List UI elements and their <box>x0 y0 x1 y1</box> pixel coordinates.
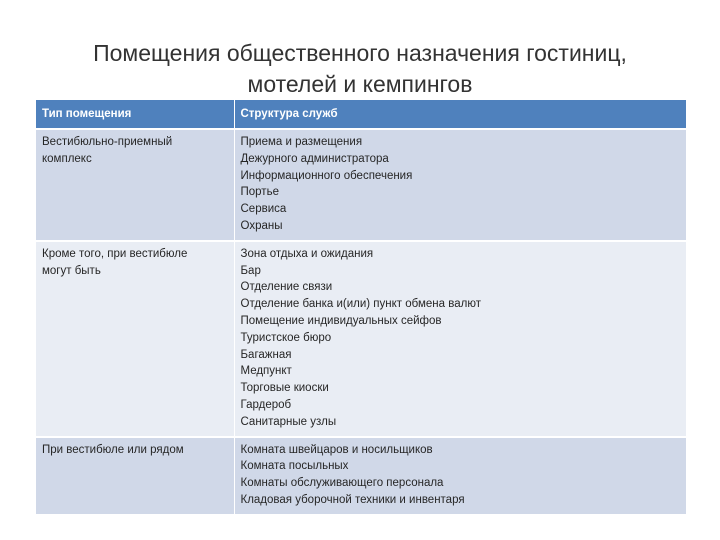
services-cell <box>234 437 686 514</box>
service-item: Кладовая уборочной техники и инвентаря <box>240 493 465 506</box>
table-row <box>36 129 686 241</box>
service-item: Зона отдыха и ожидания <box>240 247 374 260</box>
cell-line: комплекс <box>42 152 92 165</box>
service-item: Комната швейцаров и носильщиков <box>240 443 433 456</box>
service-item: Дежурного администратора <box>240 152 389 165</box>
cell-line: Кроме того, при вестибюле <box>42 247 188 260</box>
service-item: Санитарные узлы <box>240 415 337 428</box>
table-header-row <box>36 100 686 129</box>
service-item: Портье <box>240 186 279 199</box>
service-item: Информационного обеспечения <box>240 169 413 182</box>
page-title <box>0 38 720 100</box>
service-item: Комнаты обслуживающего персонала <box>240 477 444 490</box>
premises-type-cell <box>36 437 234 514</box>
service-item: Сервиса <box>240 203 287 216</box>
page-title-line-1: Помещения общественного назначения гостиниц, <box>93 40 627 66</box>
services-cell <box>234 129 686 241</box>
cell-line: Вестибюльно-приемный <box>42 136 173 148</box>
service-item: Приема и размещения <box>240 136 363 148</box>
service-item: Комната посыльных <box>240 460 349 473</box>
table-row <box>36 437 686 514</box>
premises-type-cell <box>36 241 234 437</box>
service-item: Торговые киоски <box>240 382 329 395</box>
service-item: Гардероб <box>240 398 292 411</box>
cell-line: При вестибюле или рядом <box>42 443 184 456</box>
service-item: Багажная <box>240 348 292 361</box>
service-item: Отделение банка и(или) пункт обмена валют <box>240 298 481 311</box>
service-item: Бар <box>240 264 261 277</box>
column-header-type: Тип помещения <box>36 100 234 129</box>
service-item: Помещение индивидуальных сейфов <box>240 314 442 327</box>
premises-type-cell <box>36 129 234 241</box>
service-item: Медпункт <box>240 365 292 378</box>
table-row <box>36 241 686 437</box>
services-cell <box>234 241 686 437</box>
service-item: Туристское бюро <box>240 331 332 344</box>
column-header-services: Структура служб <box>234 100 686 129</box>
service-item: Отделение связи <box>240 281 333 294</box>
premises-table <box>36 100 686 514</box>
service-item: Охраны <box>240 219 283 232</box>
page-title-line-2: мотелей и кемпингов <box>247 71 473 97</box>
cell-line: могут быть <box>42 264 101 277</box>
